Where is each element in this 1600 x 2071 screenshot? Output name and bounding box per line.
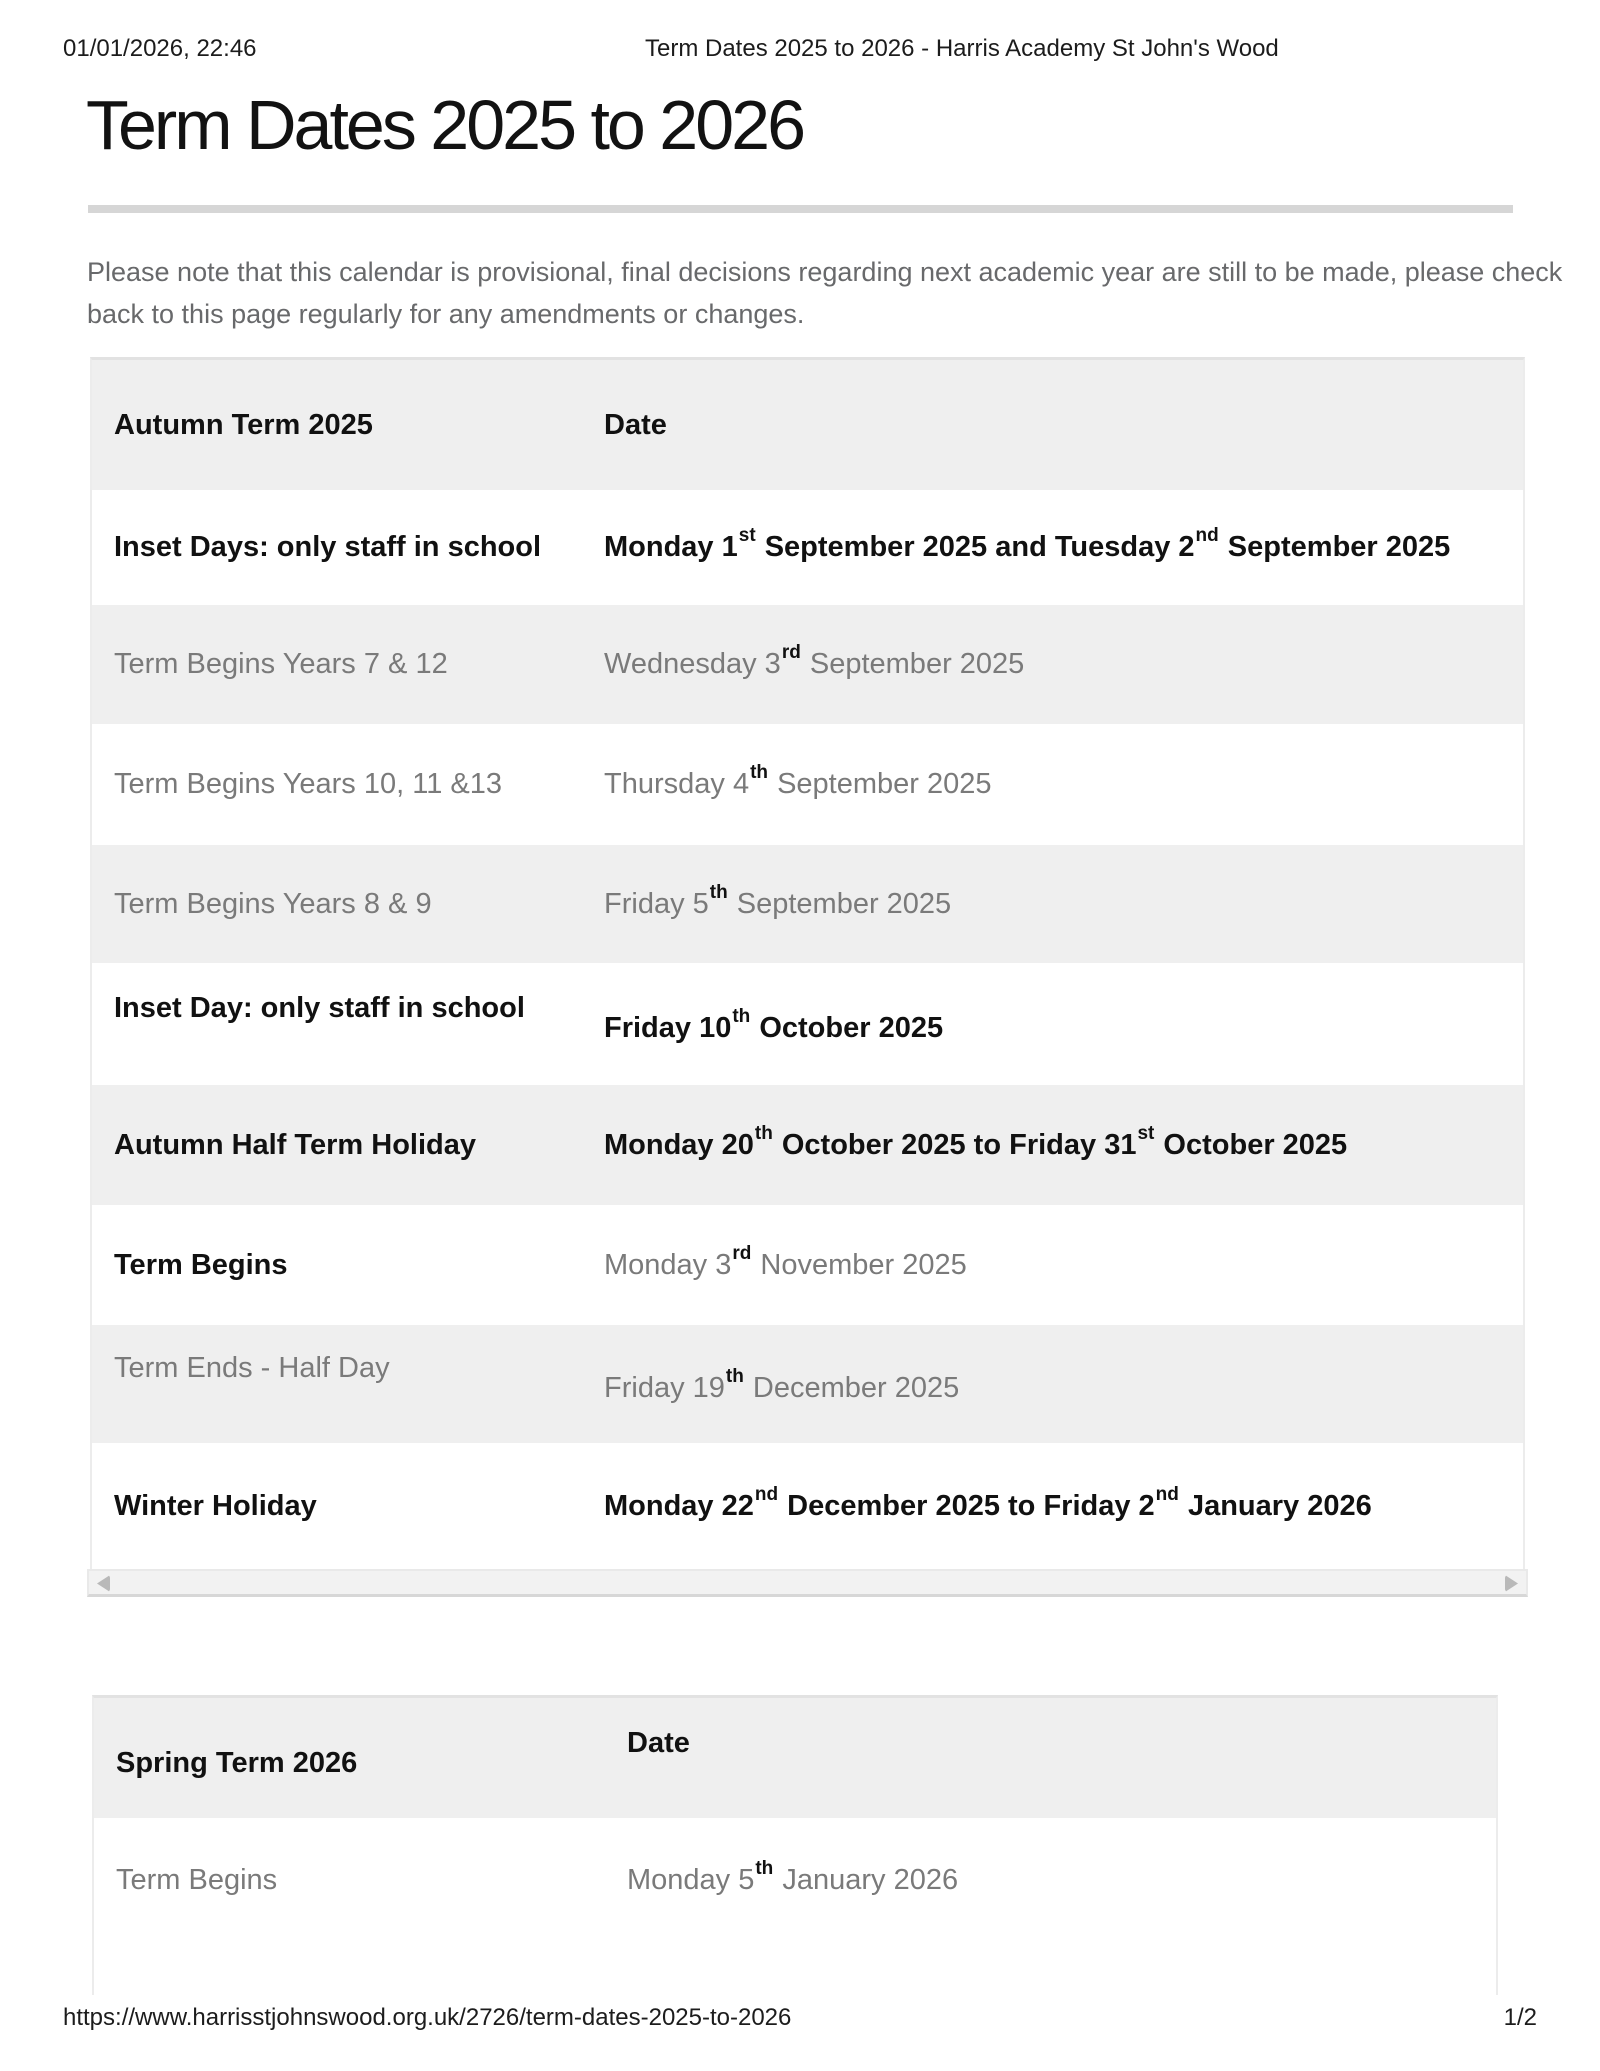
spring-table-body	[94, 1818, 1496, 1995]
term-header-cell	[94, 1698, 612, 1818]
table-row	[92, 1325, 1523, 1443]
table-row	[92, 1443, 1523, 1570]
scroll-left-arrow-icon[interactable]	[97, 1575, 110, 1592]
term-label-cell	[94, 1818, 612, 1995]
term-label: Term Begins	[116, 1864, 278, 1896]
table-row	[92, 1085, 1523, 1205]
autumn-table-body	[92, 490, 1523, 1570]
ordinal-suffix: nd	[1155, 1484, 1179, 1506]
ordinal-suffix: th	[754, 1122, 773, 1144]
ordinal-suffix: rd	[732, 1242, 752, 1264]
print-footer-url: https://www.harrisstjohnswood.org.uk/2726/term-dates-2025-to-2026	[63, 2004, 792, 2031]
date-value-cell	[592, 1085, 1523, 1205]
date-value-cell	[592, 1325, 1523, 1443]
date-value-cell	[592, 724, 1523, 845]
table-row	[92, 490, 1523, 605]
date-value: Wednesday 3rd September 2025	[604, 642, 1025, 680]
notice-line-1: Please note that this calendar is provisional, final decisions regarding next academic year are still to be made, please check	[87, 257, 1563, 287]
provisional-notice	[87, 251, 1563, 335]
date-value: Thursday 4th September 2025	[604, 762, 992, 800]
date-value-cell	[592, 605, 1523, 724]
date-value-cell	[612, 1818, 1496, 1995]
spring-term-table	[92, 1695, 1498, 1995]
spring-table-header-row	[94, 1698, 1496, 1818]
date-value-cell	[592, 1205, 1523, 1325]
page-title: Term Dates 2025 to 2026	[86, 86, 804, 164]
horizontal-scrollbar[interactable]	[87, 1569, 1528, 1597]
ordinal-suffix: st	[738, 525, 756, 547]
date-value: Monday 20th October 2025 to Friday 31st October 2025	[604, 1122, 1348, 1161]
ordinal-suffix: th	[725, 1365, 744, 1387]
term-label: Term Ends - Half Day	[114, 1351, 390, 1384]
date-header-label: Date	[604, 408, 667, 441]
date-value-cell	[592, 490, 1523, 605]
ordinal-suffix: th	[755, 1858, 774, 1880]
term-header-cell	[92, 360, 592, 490]
term-label-cell	[92, 845, 592, 963]
term-label-cell	[92, 724, 592, 845]
ordinal-suffix: nd	[1195, 525, 1219, 547]
term-label: Autumn Half Term Holiday	[114, 1128, 476, 1161]
term-label: Term Begins Years 8 & 9	[114, 887, 432, 920]
print-header-title: Term Dates 2025 to 2026 - Harris Academy St John's Wood	[645, 35, 1279, 62]
term-label-cell	[92, 1443, 592, 1570]
notice-line-2: back to this page regularly for any amendments or changes.	[87, 299, 805, 329]
ordinal-suffix: th	[732, 1005, 751, 1027]
term-label-cell	[92, 1205, 592, 1325]
term-label-cell	[92, 1085, 592, 1205]
table-row	[92, 1205, 1523, 1325]
term-label-cell	[92, 963, 592, 1085]
ordinal-suffix: th	[709, 881, 728, 903]
ordinal-suffix: th	[750, 762, 769, 784]
date-value: Monday 1st September 2025 and Tuesday 2nd September 2025	[604, 525, 1451, 563]
table-row	[92, 845, 1523, 963]
scroll-right-arrow-icon[interactable]	[1505, 1575, 1518, 1592]
term-label: Inset Days: only staff in school	[114, 531, 542, 563]
date-header-cell	[592, 360, 1523, 490]
date-value-cell	[592, 963, 1523, 1085]
ordinal-suffix: rd	[781, 642, 801, 664]
title-divider	[88, 205, 1513, 213]
table-row	[92, 963, 1523, 1085]
term-label-cell	[92, 605, 592, 724]
table-row	[92, 605, 1523, 724]
ordinal-suffix: st	[1137, 1122, 1155, 1144]
date-value: Monday 5th January 2026	[627, 1858, 959, 1896]
term-header-label: Spring Term 2026	[116, 1746, 358, 1779]
print-header-datetime: 01/01/2026, 22:46	[63, 35, 257, 62]
date-value: Friday 5th September 2025	[604, 881, 952, 920]
ordinal-suffix: nd	[754, 1484, 779, 1506]
date-value: Monday 22nd December 2025 to Friday 2nd January 2026	[604, 1484, 1372, 1522]
term-label: Inset Day: only staff in school	[114, 991, 525, 1024]
table-row	[94, 1818, 1496, 1995]
autumn-table-header-row	[92, 360, 1523, 490]
term-label: Winter Holiday	[114, 1490, 317, 1522]
term-label: Term Begins Years 10, 11 &13	[114, 768, 502, 800]
term-label-cell	[92, 1325, 592, 1443]
date-header-cell	[612, 1698, 1496, 1818]
table-row	[92, 724, 1523, 845]
date-value-cell	[592, 1443, 1523, 1570]
date-value-cell	[592, 845, 1523, 963]
date-value: Monday 3rd November 2025	[604, 1242, 967, 1281]
term-label: Term Begins Years 7 & 12	[114, 648, 448, 680]
term-header-label: Autumn Term 2025	[114, 408, 373, 441]
date-value: Friday 19th December 2025	[604, 1365, 960, 1404]
autumn-term-table	[90, 357, 1525, 1570]
print-footer-page: 1/2	[1503, 2004, 1537, 2031]
date-header-label: Date	[627, 1726, 690, 1759]
term-label-cell	[92, 490, 592, 605]
date-value: Friday 10th October 2025	[604, 1005, 944, 1044]
term-label: Term Begins	[114, 1248, 288, 1281]
